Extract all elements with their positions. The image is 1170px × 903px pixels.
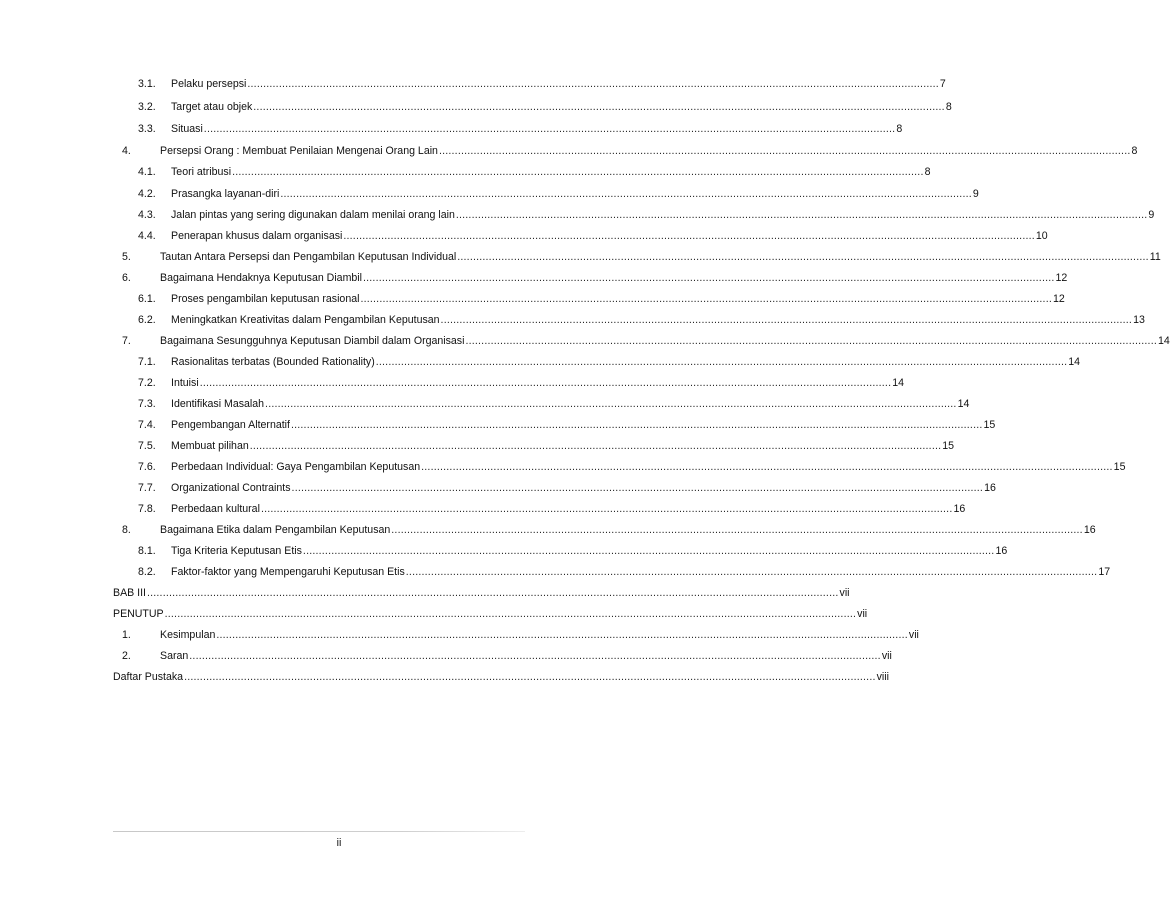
toc-entry-title: Tautan Antara Persepsi dan Pengambilan Keputusan Individual (160, 251, 457, 263)
toc-entry-number: 4. (122, 145, 131, 157)
toc-entry[interactable] (138, 502, 966, 516)
toc-entry-page: 10 (1035, 230, 1048, 242)
toc-dot-leader: ............................................................................................................................................................................................................................ (391, 524, 1083, 536)
toc-entry-page: 16 (984, 482, 996, 494)
toc-dot-leader: ............................................................................................................................................................................................................................ (421, 461, 1113, 473)
toc-entry-title: Organizational Contraints (171, 482, 291, 494)
toc-entry-number: 7.8. (138, 503, 156, 515)
toc-entry-page: 8 (896, 123, 903, 135)
toc-entry-title: Jalan pintas yang sering digunakan dalam menilai orang lain (171, 209, 455, 221)
toc-entry-number: 3.2. (138, 101, 156, 113)
toc-dot-leader: ............................................................................................................................................................................................................................ (291, 482, 984, 494)
toc-entry[interactable] (113, 670, 889, 684)
toc-entry-page: 13 (1133, 314, 1145, 326)
toc-dot-leader: ............................................................................................................................................................................................................................ (260, 503, 953, 515)
toc-entry-title: Membuat pilihan (171, 440, 249, 452)
toc-dot-leader: ............................................................................................................................................................................................................................ (199, 377, 892, 389)
toc-entry[interactable] (138, 122, 903, 136)
toc-entry-number: 3.3. (138, 123, 156, 135)
toc-entry-title: Perbedaan kultural (171, 503, 260, 515)
toc-entry-number: 5. (122, 251, 131, 263)
toc-dot-leader: ............................................................................................................................................................................................................................ (375, 356, 1068, 368)
toc-entry-title: Daftar Pustaka (113, 671, 184, 683)
toc-entry[interactable] (138, 165, 931, 179)
toc-entry-number: 4.1. (138, 166, 156, 178)
toc-entry-title: Situasi (171, 123, 203, 135)
toc-entry[interactable] (122, 649, 892, 663)
toc-dot-leader: ............................................................................................................................................................................................................................ (465, 335, 1157, 347)
toc-entry-title: Intuisi (171, 377, 199, 389)
toc-entry[interactable] (122, 250, 1161, 264)
toc-entry-page: 15 (1113, 461, 1126, 473)
toc-entry[interactable] (138, 313, 1145, 327)
toc-entry-number: 7.7. (138, 482, 156, 494)
toc-entry-page: 12 (1052, 293, 1065, 305)
toc-entry-page: 17 (1098, 566, 1111, 578)
toc-entry-title: Tiga Kriteria Keputusan Etis (171, 545, 302, 557)
toc-entry-number: 8. (122, 524, 131, 536)
toc-entry-page: 16 (995, 545, 1008, 557)
toc-entry-title: Bagaimana Etika dalam Pengambilan Keputusan (160, 524, 391, 536)
toc-entry[interactable] (138, 187, 979, 201)
toc-entry[interactable] (138, 77, 946, 91)
toc-entry-number: 7.3. (138, 398, 156, 410)
toc-entry-number: 8.1. (138, 545, 156, 557)
toc-dot-leader: ............................................................................................................................................................................................................................ (203, 123, 896, 135)
toc-entry-title: BAB III (113, 587, 146, 599)
toc-entry-page: vii (839, 587, 850, 599)
toc-entry-title: Pengembangan Alternatif (171, 419, 290, 431)
toc-entry-number: 8.2. (138, 566, 156, 578)
toc-entry-title: Target atau objek (171, 101, 253, 113)
toc-entry-page: 14 (1158, 335, 1170, 347)
toc-entry-page: 9 (972, 188, 979, 200)
toc-entry-page: viii (876, 671, 889, 683)
toc-entry-page: vii (857, 608, 868, 620)
toc-entry-page: 16 (1083, 524, 1096, 536)
toc-entry-title: Penerapan khusus dalam organisasi (171, 230, 343, 242)
toc-entry-number: 4.2. (138, 188, 156, 200)
toc-entry[interactable] (122, 628, 919, 642)
toc-dot-leader: ............................................................................................................................................................................................................................ (455, 209, 1148, 221)
toc-entry[interactable] (138, 397, 970, 411)
toc-entry[interactable] (122, 271, 1068, 285)
toc-entry-number: 2. (122, 650, 131, 662)
toc-entry-title: Bagaimana Hendaknya Keputusan Diambil (160, 272, 362, 284)
toc-entry[interactable] (138, 460, 1126, 474)
toc-dot-leader: ............................................................................................................................................................................................................................ (457, 251, 1149, 263)
toc-entry[interactable] (138, 229, 1048, 243)
toc-entry-page: 14 (892, 377, 905, 389)
toc-entry-page: 15 (983, 419, 996, 431)
toc-entry-page: vii (908, 629, 919, 641)
toc-dot-leader: ............................................................................................................................................................................................................................ (343, 230, 1035, 242)
toc-entry-title: Meningkatkan Kreativitas dalam Pengambilan Keputusan (171, 314, 440, 326)
toc-entry-title: Persepsi Orang : Membuat Penilaian Mengenai Orang Lain (160, 145, 438, 157)
toc-entry[interactable] (113, 607, 868, 621)
toc-dot-leader: ............................................................................................................................................................................................................................ (189, 650, 881, 662)
toc-dot-leader: ............................................................................................................................................................................................................................ (440, 314, 1133, 326)
toc-dot-leader: ............................................................................................................................................................................................................................ (405, 566, 1098, 578)
toc-dot-leader: ............................................................................................................................................................................................................................ (146, 587, 839, 599)
toc-entry-title: Teori atribusi (171, 166, 232, 178)
toc-entry-page: 11 (1149, 251, 1161, 263)
toc-entry-page: 8 (945, 101, 952, 113)
toc-entry-number: 7.6. (138, 461, 156, 473)
toc-entry[interactable] (138, 418, 996, 432)
footer-page-number: ii (336, 837, 342, 849)
toc-dot-leader: ............................................................................................................................................................................................................................ (249, 440, 942, 452)
toc-entry[interactable] (113, 586, 850, 600)
toc-entry-page: 14 (957, 398, 970, 410)
toc-entry[interactable] (138, 544, 1008, 558)
toc-dot-leader: ............................................................................................................................................................................................................................ (232, 166, 924, 178)
toc-entry-number: 4.3. (138, 209, 156, 221)
toc-entry[interactable] (138, 100, 952, 114)
toc-entry-title: Saran (160, 650, 189, 662)
toc-entry-number: 1. (122, 629, 131, 641)
toc-entry-title: Kesimpulan (160, 629, 216, 641)
toc-entry[interactable] (138, 481, 996, 495)
footer-divider (113, 831, 525, 832)
toc-dot-leader: ............................................................................................................................................................................................................................ (247, 78, 939, 90)
toc-entry-title: Bagaimana Sesungguhnya Keputusan Diambil dalam Organisasi (160, 335, 465, 347)
toc-entry-number: 7.2. (138, 377, 156, 389)
toc-entry[interactable] (138, 355, 1081, 369)
toc-entry-number: 3.1. (138, 78, 156, 90)
toc-entry-title: Faktor-faktor yang Mempengaruhi Keputusan Etis (171, 566, 405, 578)
toc-entry-number: 6.2. (138, 314, 156, 326)
toc-entry[interactable] (122, 144, 1138, 158)
toc-entry-number: 4.4. (138, 230, 156, 242)
toc-entry-number: 7. (122, 335, 131, 347)
toc-entry-number: 7.1. (138, 356, 156, 368)
toc-entry-title: Prasangka layanan-diri (171, 188, 280, 200)
toc-entry-page: 8 (924, 166, 931, 178)
toc-dot-leader: ............................................................................................................................................................................................................................ (280, 188, 972, 200)
toc-dot-leader: ............................................................................................................................................................................................................................ (164, 608, 857, 620)
toc-entry[interactable] (138, 439, 955, 453)
toc-entry-title: Proses pengambilan keputusan rasional (171, 293, 360, 305)
toc-entry[interactable] (138, 565, 1111, 579)
toc-entry-number: 7.5. (138, 440, 156, 452)
toc-entry[interactable] (138, 292, 1065, 306)
toc-entry-title: Identifikasi Masalah (171, 398, 265, 410)
toc-entry-title: Pelaku persepsi (171, 78, 247, 90)
toc-entry-page: vii (881, 650, 892, 662)
toc-entry-page: 7 (939, 78, 946, 90)
toc-entry-page: 12 (1055, 272, 1068, 284)
toc-dot-leader: ............................................................................................................................................................................................................................ (253, 101, 945, 113)
toc-entry-number: 6. (122, 272, 131, 284)
toc-entry[interactable] (122, 334, 1170, 348)
toc-entry-page: 16 (953, 503, 966, 515)
toc-dot-leader: ............................................................................................................................................................................................................................ (363, 272, 1055, 284)
toc-dot-leader: ............................................................................................................................................................................................................................ (360, 293, 1052, 305)
toc-dot-leader: ............................................................................................................................................................................................................................ (302, 545, 995, 557)
toc-entry-title: PENUTUP (113, 608, 164, 620)
toc-entry[interactable] (138, 208, 1155, 222)
toc-dot-leader: ............................................................................................................................................................................................................................ (184, 671, 876, 683)
toc-dot-leader: ............................................................................................................................................................................................................................ (216, 629, 908, 641)
toc-entry-page: 8 (1131, 145, 1138, 157)
toc-entry-number: 6.1. (138, 293, 156, 305)
toc-dot-leader: ............................................................................................................................................................................................................................ (290, 419, 983, 431)
toc-entry-page: 9 (1148, 209, 1155, 221)
toc-entry[interactable] (138, 376, 905, 390)
toc-entry[interactable] (122, 523, 1096, 537)
toc-dot-leader: ............................................................................................................................................................................................................................ (265, 398, 957, 410)
toc-entry-title: Perbedaan Individual: Gaya Pengambilan Keputusan (171, 461, 421, 473)
toc-dot-leader: ............................................................................................................................................................................................................................ (438, 145, 1131, 157)
toc-entry-title: Rasionalitas terbatas (Bounded Rationality) (171, 356, 375, 368)
toc-entry-number: 7.4. (138, 419, 156, 431)
toc-entry-page: 15 (942, 440, 955, 452)
toc-entry-page: 14 (1068, 356, 1081, 368)
